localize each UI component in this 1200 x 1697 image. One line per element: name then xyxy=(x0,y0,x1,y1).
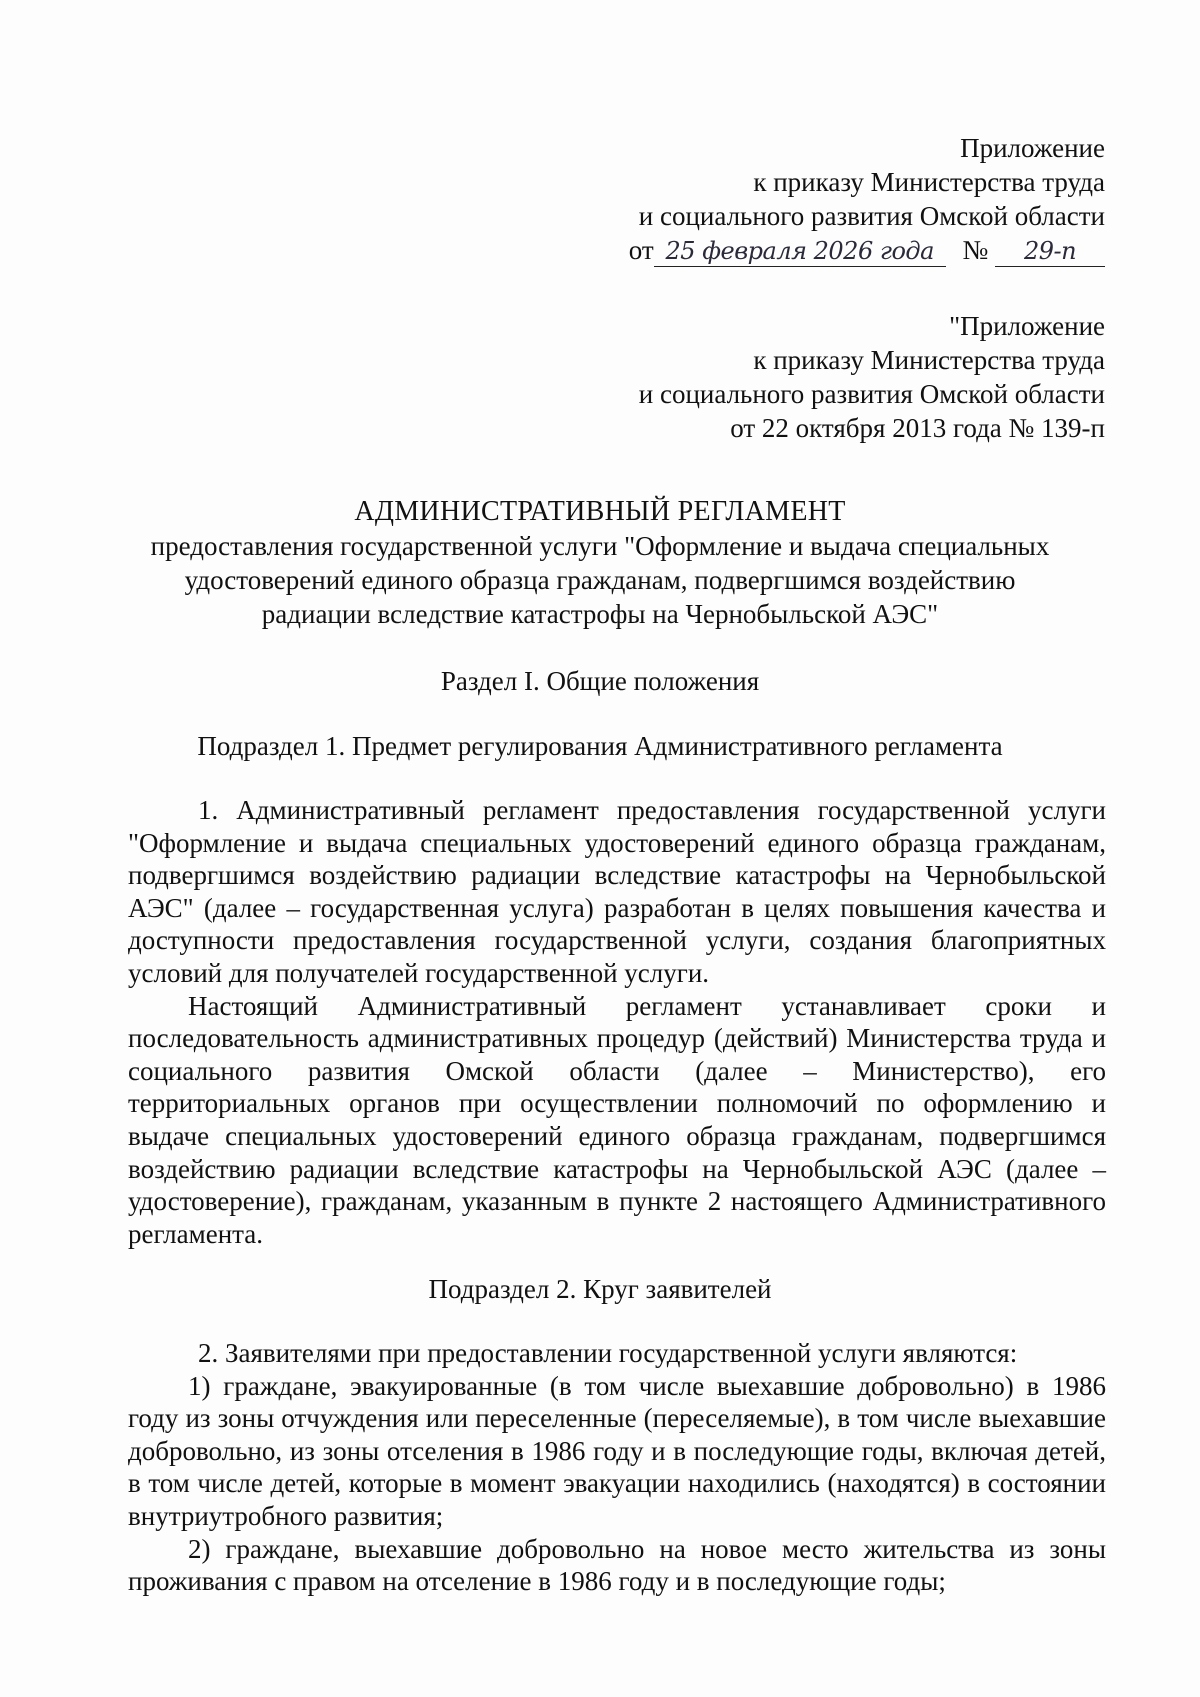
document-title xyxy=(120,495,1080,631)
appendix-header-old xyxy=(405,309,1105,445)
handwritten-date: 25 февраля 2026 года xyxy=(665,237,934,265)
subsection-2-heading: Подраздел 2. Круг заявителей xyxy=(428,1274,772,1304)
subsection-1-heading: Подраздел 1. Предмет регулирования Административного регламента xyxy=(197,731,1003,761)
number-field xyxy=(995,235,1105,267)
list-item-2: 2) граждане, выехавшие добровольно на новое место жительства из зоны проживания с правом на отселение в 1986 году и в последующие годы; xyxy=(128,1533,1106,1597)
old-appendix-order-line: к приказу Министерства труда xyxy=(753,345,1105,375)
appendix-label: Приложение xyxy=(960,133,1105,163)
title-main: АДМИНИСТРАТИВНЫЙ РЕГЛАМЕНТ xyxy=(354,496,846,527)
appendix-date-line xyxy=(405,233,1105,267)
appendix-header-new xyxy=(405,131,1105,267)
date-prefix: от xyxy=(628,235,654,265)
old-appendix-date-line: от 22 октября 2013 года № 139-п xyxy=(730,413,1105,443)
title-sub-line-2: удостоверений единого образца гражданам, подвергшимся воздействию xyxy=(184,565,1016,595)
appendix-ministry-line: и социального развития Омской области xyxy=(638,201,1105,231)
subsection-2-body xyxy=(128,1337,1106,1598)
paragraph-3: 2. Заявителями при предоставлении государственной услуги являются: xyxy=(198,1338,1018,1368)
old-appendix-ministry-line: и социального развития Омской области xyxy=(638,379,1105,409)
list-item-1: 1) граждане, эвакуированные (в том числе выехавшие добровольно) в 1986 году из зоны отчуждения или переселенные (переселяемые), в том числе выехавшие добровольно, из зоны отселения в 1986 году и в последующие годы, включая детей, в том числе детей, которые в момент эвакуации находились (находятся) в состоянии внутриутробного развития; xyxy=(128,1370,1106,1531)
paragraph-2: Настоящий Административный регламент устанавливает сроки и последовательность административных процедур (действий) Министерства труда и социального развития Омской области (далее – Министерство), его территориальных органов при осуществлении полномочий по оформлению и выдаче специальных удостоверений единого образца гражданам, подвергшимся воздействию радиации вследствие катастрофы на Чернобыльской АЭС (далее – удостоверение), гражданам, указанным в пункте 2 настоящего Административного регламента. xyxy=(128,990,1106,1249)
date-field xyxy=(654,235,946,267)
subsection-1-body xyxy=(128,794,1106,1250)
title-sub-line-3: радиации вследствие катастрофы на Чернобыльской АЭС" xyxy=(261,599,939,629)
number-label: № xyxy=(962,235,989,265)
appendix-order-line: к приказу Министерства труда xyxy=(753,167,1105,197)
handwritten-number: 29-п xyxy=(1023,237,1077,265)
paragraph-1: 1. Административный регламент предоставления государственной услуги "Оформление и выдача специальных удостоверений единого образца гражданам, подвергшимся воздействию радиации вследствие катастрофы на Чернобыльской АЭС" (далее – государственная услуга) разработан в целях повышения качества и доступности предоставления государственной услуги, создания благоприятных условий для получателей государственной услуги. xyxy=(128,795,1106,988)
old-appendix-label: "Приложение xyxy=(949,311,1105,341)
section-heading: Раздел I. Общие положения xyxy=(440,666,760,696)
title-sub-line-1: предоставления государственной услуги "Оформление и выдача специальных xyxy=(150,531,1050,561)
